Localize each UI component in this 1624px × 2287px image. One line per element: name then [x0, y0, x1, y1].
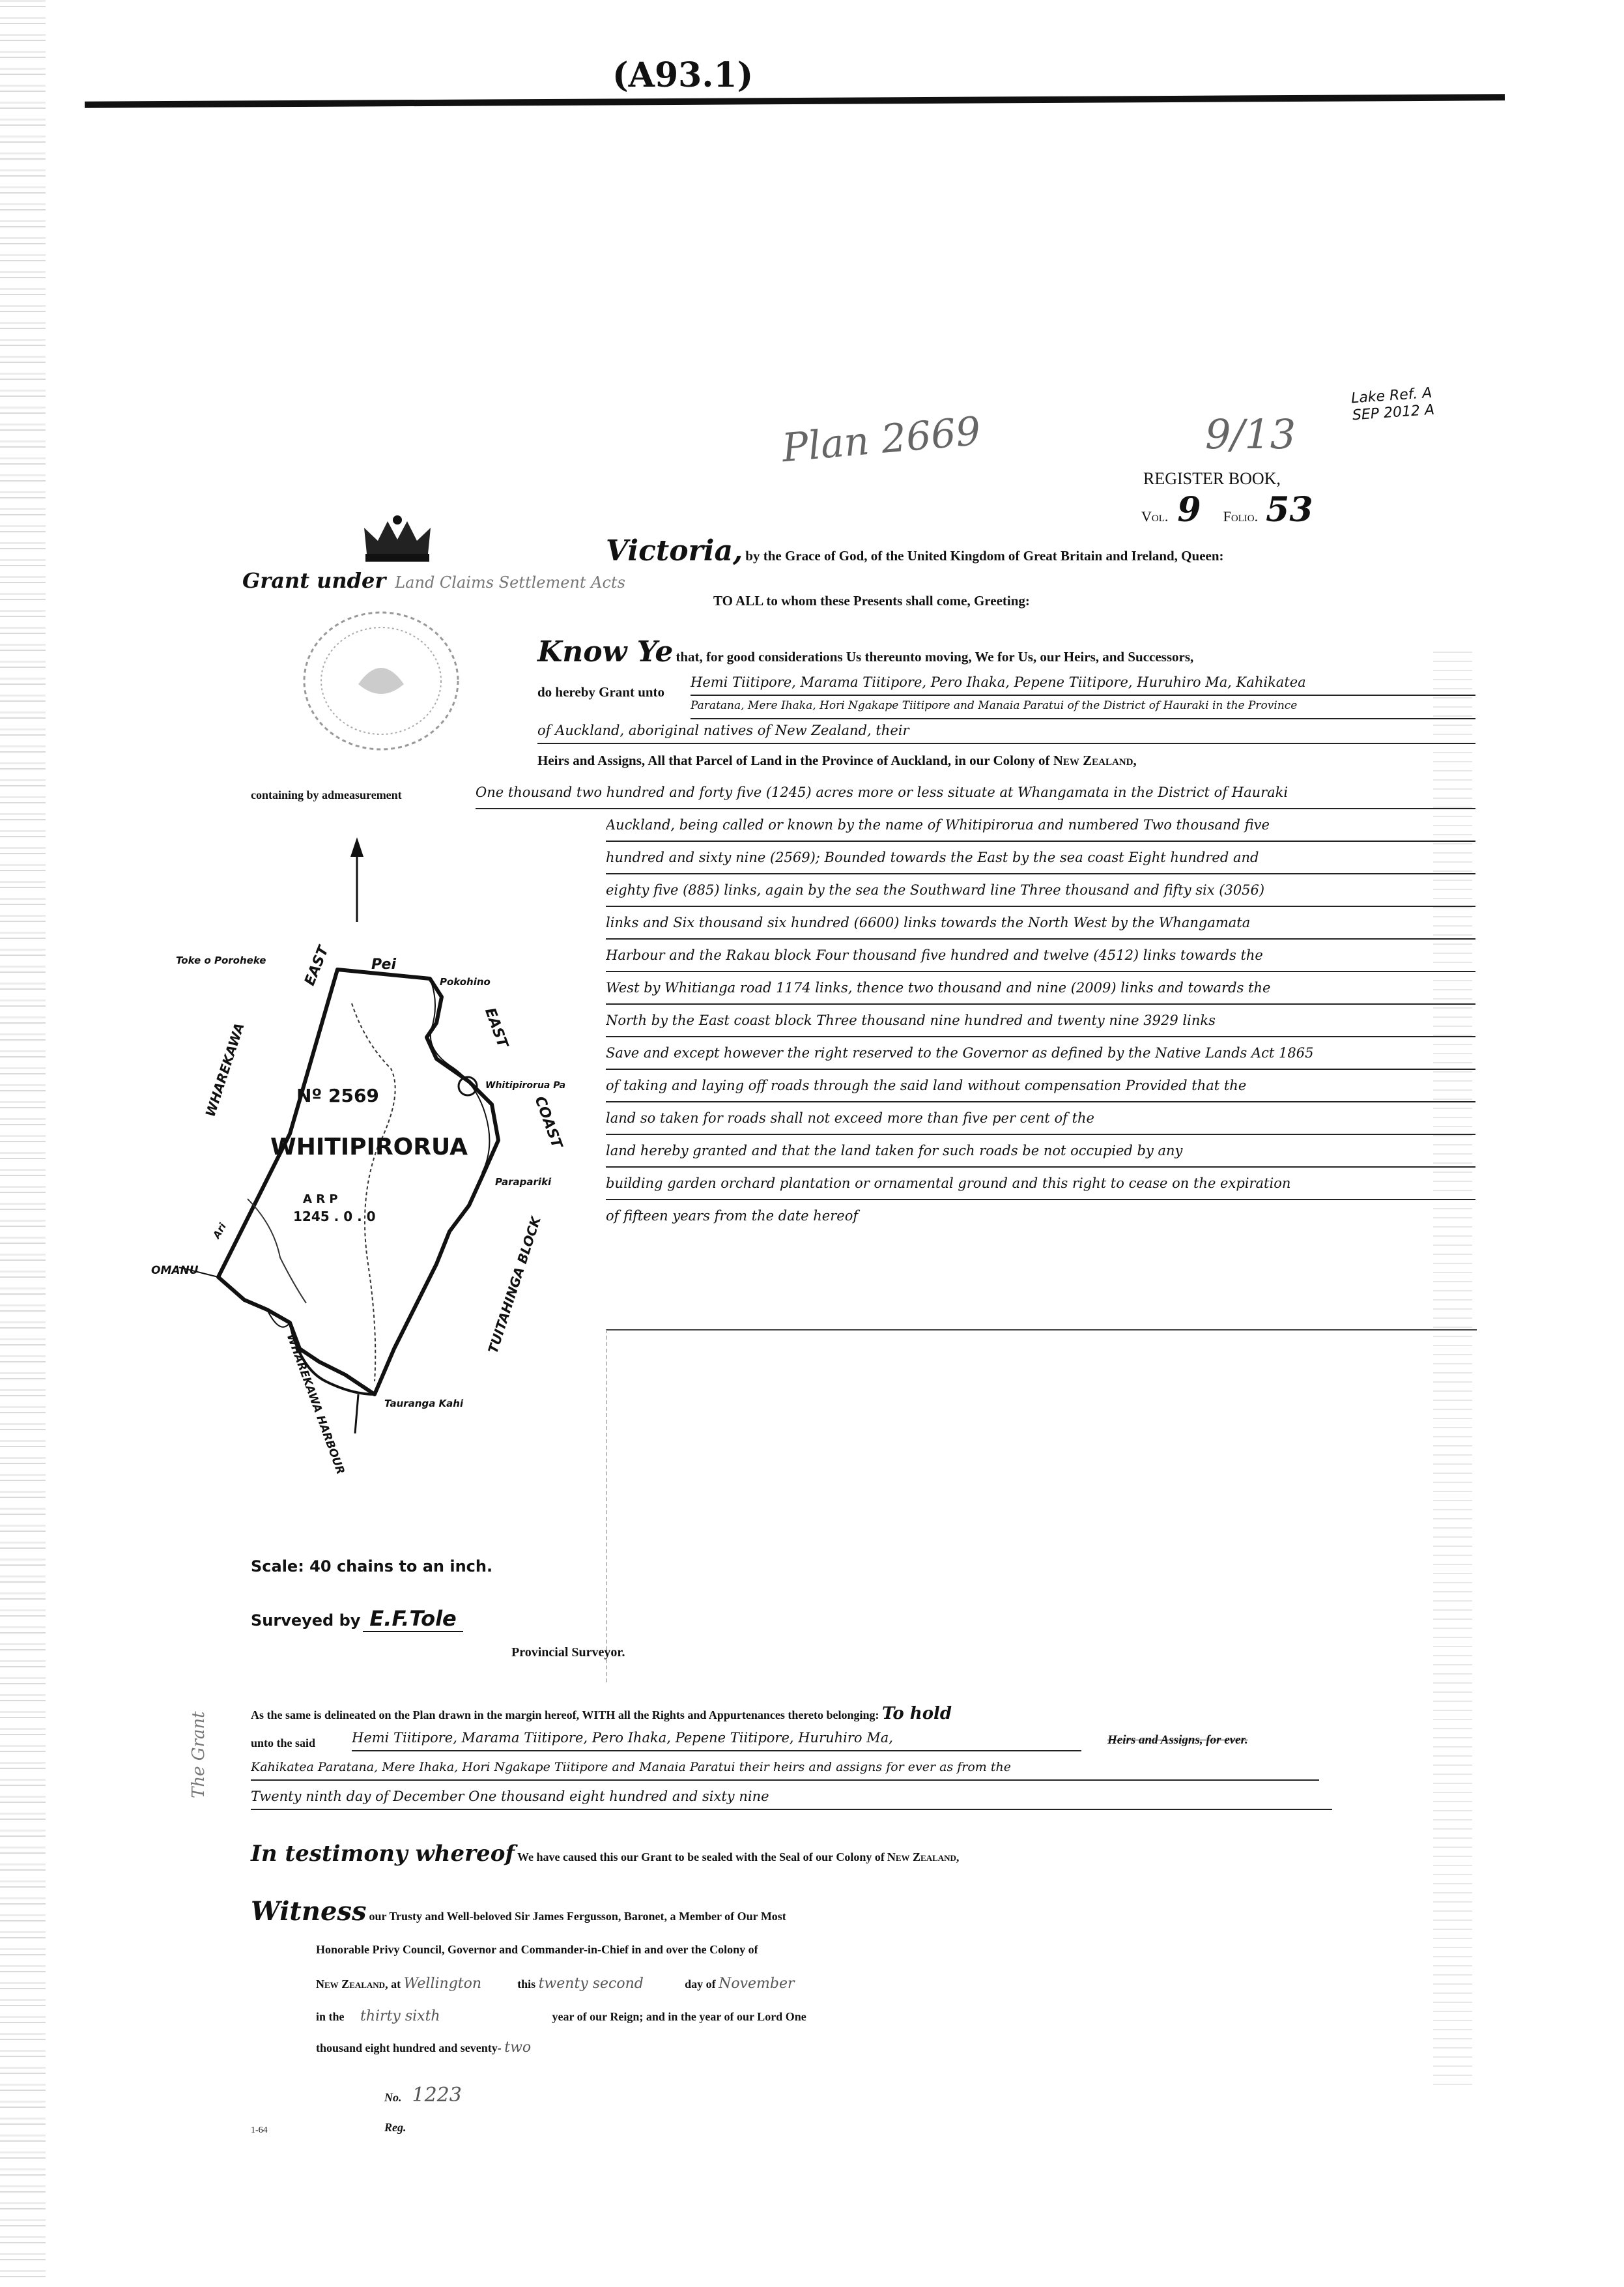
witness-line — [251, 1896, 786, 1927]
label-tuitahinga: TUITAHINGA BLOCK — [485, 1215, 544, 1355]
witness-nz: New Zealand, — [316, 1978, 388, 1991]
margin-note-plan: Plan 2669 — [780, 408, 983, 472]
unto-the-said: unto the said — [251, 1736, 316, 1749]
label-tauranga: Tauranga Kahi — [384, 1398, 464, 1409]
witness-line-4 — [316, 2008, 806, 2024]
label-parapariki: Parapariki — [495, 1176, 552, 1188]
to-hold-word: To hold — [882, 1704, 952, 1723]
register-book-label: REGISTER BOOK, — [1143, 469, 1281, 488]
vol-folio — [1141, 490, 1313, 530]
witness-reign-year: thirty sixth — [360, 2008, 440, 2024]
label-ari: Ari — [210, 1221, 229, 1241]
testimony-word: In testimony whereof — [251, 1841, 515, 1867]
label-harbour: WHAREKAWA HARBOUR — [283, 1332, 347, 1476]
label-east-right: EAST — [481, 1005, 511, 1050]
label-area-value: 1245 . 0 . 0 — [293, 1209, 376, 1224]
witness-word: Witness — [251, 1896, 367, 1927]
side-note: The Grant — [189, 1711, 208, 1798]
grantees-line-3: of Auckland, aboriginal natives of New Zealand, their — [537, 719, 1475, 744]
label-omanu: OMANU — [151, 1264, 199, 1277]
scale-label: Scale: — [251, 1557, 304, 1575]
scale-line — [251, 1557, 492, 1575]
label-name: WHITIPIRORUA — [270, 1134, 468, 1160]
stamp-top: Lake Ref. A — [1350, 384, 1433, 407]
as-the-same-text: As the same is delineated on the Plan drawn in the margin hereof, WITH all the Rights and Appurtenances thereto belonging: — [251, 1708, 879, 1721]
heirs-and-assigns: Heirs and Assigns, for ever. — [1107, 1733, 1248, 1747]
grant-under-label: Grant under — [242, 568, 386, 593]
witness-this: this — [517, 1978, 536, 1991]
folio-value: 53 — [1266, 490, 1313, 530]
witness-day-of: day of — [685, 1978, 716, 1991]
scale-value: 40 — [309, 1557, 332, 1575]
description-line: links and Six thousand six hundred (6600) links towards the North West by the Whangamata — [606, 907, 1475, 940]
description-line: Save and except however the right reserved to the Governor as defined by the Native Lands Act 1865 — [606, 1037, 1475, 1070]
testimony-text: We have caused this our Grant to be sealed with the Seal of our Colony of — [517, 1850, 885, 1863]
label-pokohino: Pokohino — [440, 976, 491, 988]
surveyor-title: Provincial Surveyor. — [511, 1645, 625, 1660]
form-mark: 1-64 — [251, 2125, 268, 2135]
no-label: No. — [384, 2091, 402, 2104]
do-hereby: do hereby Grant unto — [537, 684, 665, 700]
witness-place: Wellington — [403, 1976, 482, 1992]
stamp-bottom: SEP 2012 A — [1352, 401, 1435, 424]
corner-stamp — [1350, 385, 1434, 425]
description-line: North by the East coast block Three thousand nine hundred and twenty nine 3929 links — [606, 1005, 1475, 1037]
description-line: eighty five (885) links, again by the sea the Southward line Three thousand and fifty six (3056) — [606, 874, 1475, 907]
witness-line-2: Honorable Privy Council, Governor and Commander-in-Chief in and over the Colony of — [316, 1943, 758, 1956]
reg-label: Reg. — [384, 2121, 406, 2134]
label-number: Nº 2569 — [296, 1085, 379, 1106]
description-line: of fifteen years from the date hereof — [606, 1208, 859, 1224]
surveyed-value: E.F.Tole — [363, 1606, 463, 1632]
containing-label: containing by admeasurement — [251, 788, 402, 801]
folio-label: Folio. — [1223, 508, 1259, 525]
to-all-line: TO ALL to whom these Presents shall come, Greeting: — [713, 593, 1030, 609]
seal-icon — [296, 606, 466, 756]
description-line: hundred and sixty nine (2569); Bounded towards the East by the sea coast Eight hundred and — [606, 842, 1475, 874]
testimony-line — [251, 1841, 959, 1867]
harbour-line — [355, 1394, 358, 1433]
grant-under-value: Land Claims Settlement Acts — [395, 573, 625, 592]
label-coast: COAST — [531, 1094, 565, 1151]
testimony-nz: New Zealand, — [887, 1850, 960, 1863]
north-arrow-icon — [350, 837, 363, 922]
witness-text: our Trusty and Well-beloved Sir James Fergusson, Baronet, a Member of Our Most — [369, 1910, 786, 1923]
description-line: land hereby granted and that the land taken for such roads be not occupied by any — [606, 1135, 1475, 1168]
know-ye-line — [537, 635, 1193, 669]
witness-line-5 — [316, 2039, 531, 2056]
survey-plan — [130, 808, 612, 1629]
label-pei: Pei — [371, 957, 396, 973]
description-line: One thousand two hundred and forty five (1245) acres more or less situate at Whangamata in the District of Hauraki — [476, 777, 1475, 809]
witness-final: thousand eight hundred and seventy- — [316, 2041, 502, 2054]
witness-line-3 — [316, 1976, 795, 1992]
vol-value: 9 — [1177, 490, 1201, 530]
no-line — [384, 2084, 462, 2107]
holders-line-2: Kahikatea Paratana, Mere Ihaka, Hori Ngakape Tiitipore and Manaia Paratui their heirs and assigns for ever as from the — [251, 1756, 1319, 1781]
archive-ref: (A93.1) — [612, 55, 754, 95]
crown-emblem — [362, 515, 433, 570]
witness-final-year: two — [504, 2039, 532, 2056]
witness-reign-text: year of our Reign; and in the year of our Lord One — [552, 2010, 806, 2023]
label-toke: Toke o Poroheke — [176, 955, 266, 966]
description-line: building garden orchard plantation or ornamental ground and this right to cease on the expiration — [606, 1168, 1475, 1200]
holders-line-3: Twenty ninth day of December One thousand eight hundred and sixty nine — [251, 1785, 1332, 1810]
grantees-line-1: Hemi Tiitipore, Marama Tiitipore, Pero Ihaka, Pepene Tiitipore, Huruhiro Ma, Kahikatea — [691, 671, 1475, 696]
witness-month: November — [719, 1976, 795, 1992]
blank-area-frame — [606, 1329, 1477, 1682]
witness-at: at — [391, 1978, 401, 1991]
description-line: land so taken for roads shall not exceed more than five per cent of the — [606, 1102, 1475, 1135]
holders-line-1: Hemi Tiitipore, Marama Tiitipore, Pero Ihaka, Pepene Tiitipore, Huruhiro Ma, — [352, 1727, 1081, 1751]
know-ye-word: Know Ye — [537, 635, 674, 669]
top-rule — [85, 94, 1505, 108]
witness-day: twenty second — [538, 1976, 644, 1992]
victoria-text: by the Grace of God, of the United Kingdom of Great Britain and Ireland, Queen: — [745, 548, 1224, 564]
grantees-line-2: Paratana, Mere Ihaka, Hori Ngakape Tiitipore and Manaia Paratui of the District of Hauraki in the Province — [691, 695, 1475, 719]
surveyed-label: Surveyed by — [251, 1611, 361, 1630]
surveyed-line — [251, 1606, 463, 1631]
new-zealand-word: New Zealand, — [1053, 753, 1137, 768]
parcel-boundary — [218, 970, 498, 1394]
scan-edge-left — [0, 0, 46, 2287]
crown-icon — [362, 515, 433, 567]
no-value: 1223 — [412, 2084, 462, 2107]
description-line: Harbour and the Rakau block Four thousand five hundred and twelve (4512) links towards the — [606, 940, 1475, 972]
vol-label: Vol. — [1141, 508, 1169, 525]
description-line: of taking and laying off roads through the said land without compensation Provided that the — [606, 1070, 1475, 1102]
as-the-same-line — [251, 1704, 952, 1723]
description-line: West by Whitianga road 1174 links, thence two thousand and nine (2009) links and towards the — [606, 972, 1475, 1005]
know-ye-text: that, for good considerations Us thereunto moving, We for Us, our Heirs, and Successors, — [676, 649, 1194, 665]
scale-units: chains to an inch. — [336, 1557, 493, 1575]
label-pa: Whitipirorua Pa — [485, 1080, 566, 1091]
label-area-head: A R P — [303, 1192, 338, 1206]
witness-in-the: in the — [316, 2010, 345, 2023]
grant-seal — [296, 606, 466, 759]
victoria-word: Victoria, — [606, 534, 743, 568]
grant-under — [242, 568, 625, 593]
label-east-top: EAST — [302, 943, 332, 988]
heirs-text: Heirs and Assigns, All that Parcel of Land in the Province of Auckland, in our Colony of — [537, 753, 1050, 768]
victoria-line — [606, 534, 1224, 568]
heirs-line — [537, 753, 1137, 769]
label-wharekawa: WHAREKAWA — [202, 1020, 248, 1119]
margin-note-ref: 9/13 — [1205, 410, 1296, 458]
description-line: Auckland, being called or known by the name of Whitipirorua and numbered Two thousand five — [606, 809, 1475, 842]
